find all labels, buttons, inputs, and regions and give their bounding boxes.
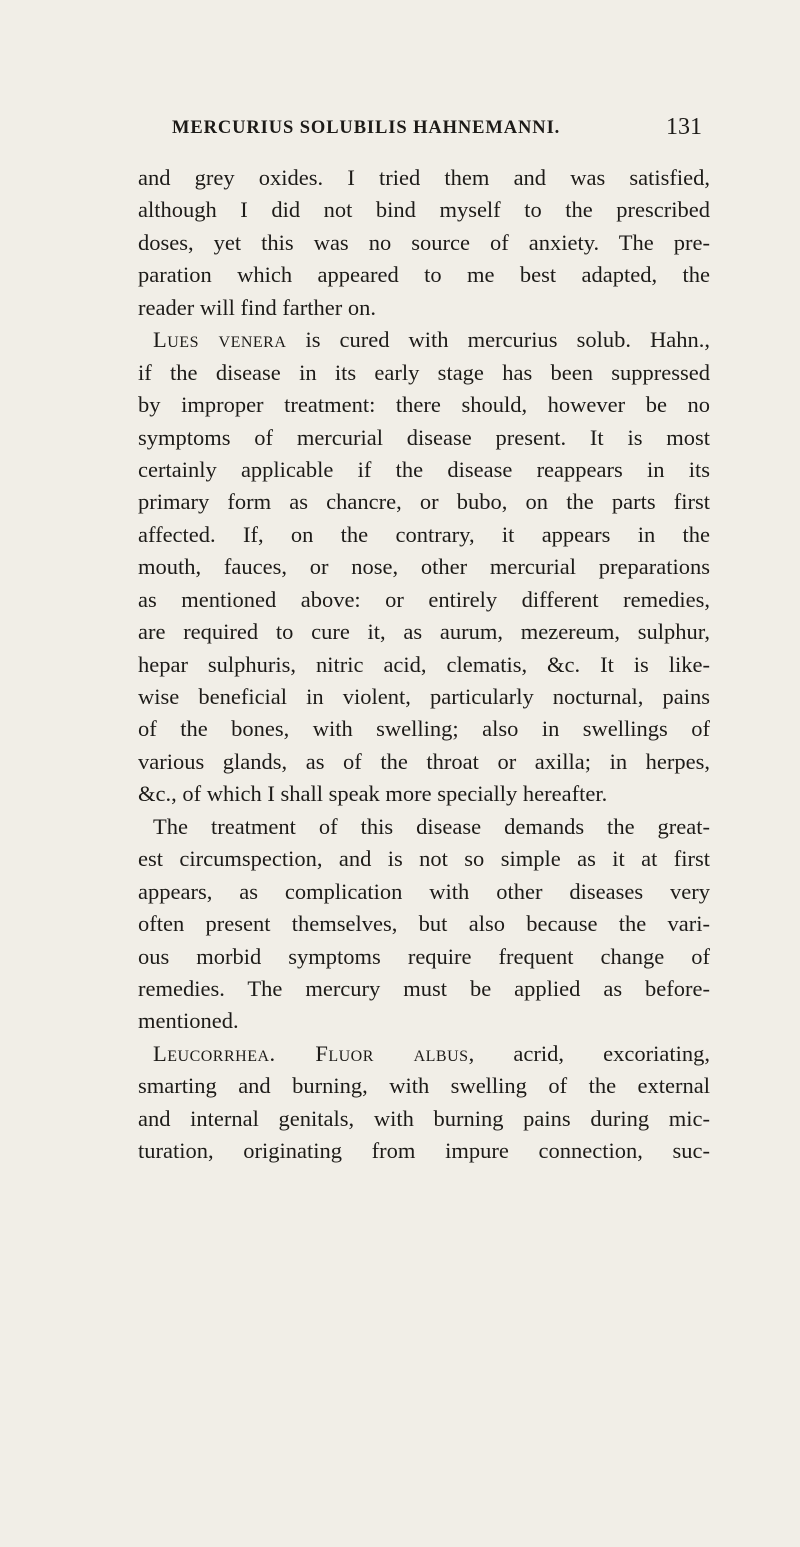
text-line (138, 649, 710, 681)
text-line (138, 681, 710, 713)
text-line (138, 746, 710, 778)
text-line (138, 1070, 710, 1102)
line-text: est circumspection, and is not so simple as it at first (138, 846, 710, 872)
page-number: 131 (666, 114, 702, 140)
text-line (138, 1038, 710, 1070)
line-text: hepar sulphuris, nitric acid, clematis, &c. It is like- (138, 651, 710, 677)
line-text: various glands, as of the throat or axilla; in herpes, (138, 748, 710, 774)
line-text: and internal genitals, with burning pains during mic- (138, 1105, 710, 1131)
text-line (138, 876, 710, 908)
text-line (138, 519, 710, 551)
text-line (138, 616, 710, 648)
line-text: symptoms of mercurial disease present. It is most (138, 424, 710, 450)
text-line (138, 357, 710, 389)
running-head: MERCURIUS SOLUBILIS HAHNEMANNI. (172, 118, 561, 138)
line-text: appears, as complication with other diseases very (138, 878, 710, 904)
text-line (138, 486, 710, 518)
line-text: The treatment of this disease demands the great- (153, 813, 710, 839)
line-text: mentioned. (138, 1008, 239, 1034)
line-text: often present themselves, but also because the vari- (138, 911, 710, 937)
line-text: , acrid, excoriating, (468, 1040, 710, 1066)
line-text: are required to cure it, as aurum, mezereum, sulphur, (138, 619, 710, 645)
text-line (138, 292, 710, 324)
text-line (138, 1005, 710, 1037)
line-text: primary form as chancre, or bubo, on the parts first (138, 489, 710, 515)
line-text: remedies. The mercury must be applied as before- (138, 975, 710, 1001)
text-line (138, 194, 710, 226)
line-text: turation, originating from impure connection, suc- (138, 1138, 710, 1164)
text-line (138, 422, 710, 454)
line-text: &c., of which I shall speak more specially hereafter. (138, 781, 608, 807)
text-line (138, 941, 710, 973)
text-line (138, 584, 710, 616)
text-line (138, 259, 710, 291)
line-text: doses, yet this was no source of anxiety. The pre- (138, 229, 710, 255)
line-text: certainly applicable if the disease reappears in its (138, 456, 710, 482)
text-line (138, 778, 710, 810)
line-text: affected. If, on the contrary, it appears in the (138, 521, 710, 547)
text-line (138, 162, 710, 194)
text-line (138, 973, 710, 1005)
line-text: ous morbid symptoms require frequent change of (138, 943, 710, 969)
text-line (138, 1135, 710, 1167)
line-text: although I did not bind myself to the prescribed (138, 197, 710, 223)
line-text: wise beneficial in violent, particularly nocturnal, pains (138, 684, 710, 709)
body-text (138, 162, 710, 1168)
text-line (138, 811, 710, 843)
text-line (138, 713, 710, 745)
small-caps-heading: Lues venera (153, 327, 287, 353)
line-text: by improper treatment: there should, however be no (138, 392, 710, 418)
text-line (138, 324, 710, 356)
line-text: smarting and burning, with swelling of the external (138, 1073, 710, 1099)
line-text: mouth, fauces, or nose, other mercurial preparations (138, 554, 710, 580)
line-text: if the disease in its early stage has been suppressed (138, 359, 710, 385)
text-line (138, 908, 710, 940)
page-header (172, 114, 702, 154)
line-text: of the bones, with swelling; also in swellings of (138, 716, 710, 742)
line-text: reader will find farther on. (138, 294, 377, 320)
small-caps-heading: Leucorrhea. Fluor albus (153, 1040, 469, 1066)
text-line (138, 843, 710, 875)
line-text: is cured with mercurius solub. Hahn., (286, 327, 710, 353)
text-line (138, 227, 710, 259)
text-line (138, 1103, 710, 1135)
text-line (138, 551, 710, 583)
text-line (138, 389, 710, 421)
line-text: as mentioned above: or entirely different remedies, (138, 586, 710, 612)
text-line (138, 454, 710, 486)
line-text: and grey oxides. I tried them and was satisfied, (138, 165, 710, 190)
line-text: paration which appeared to me best adapted, the (138, 262, 710, 288)
